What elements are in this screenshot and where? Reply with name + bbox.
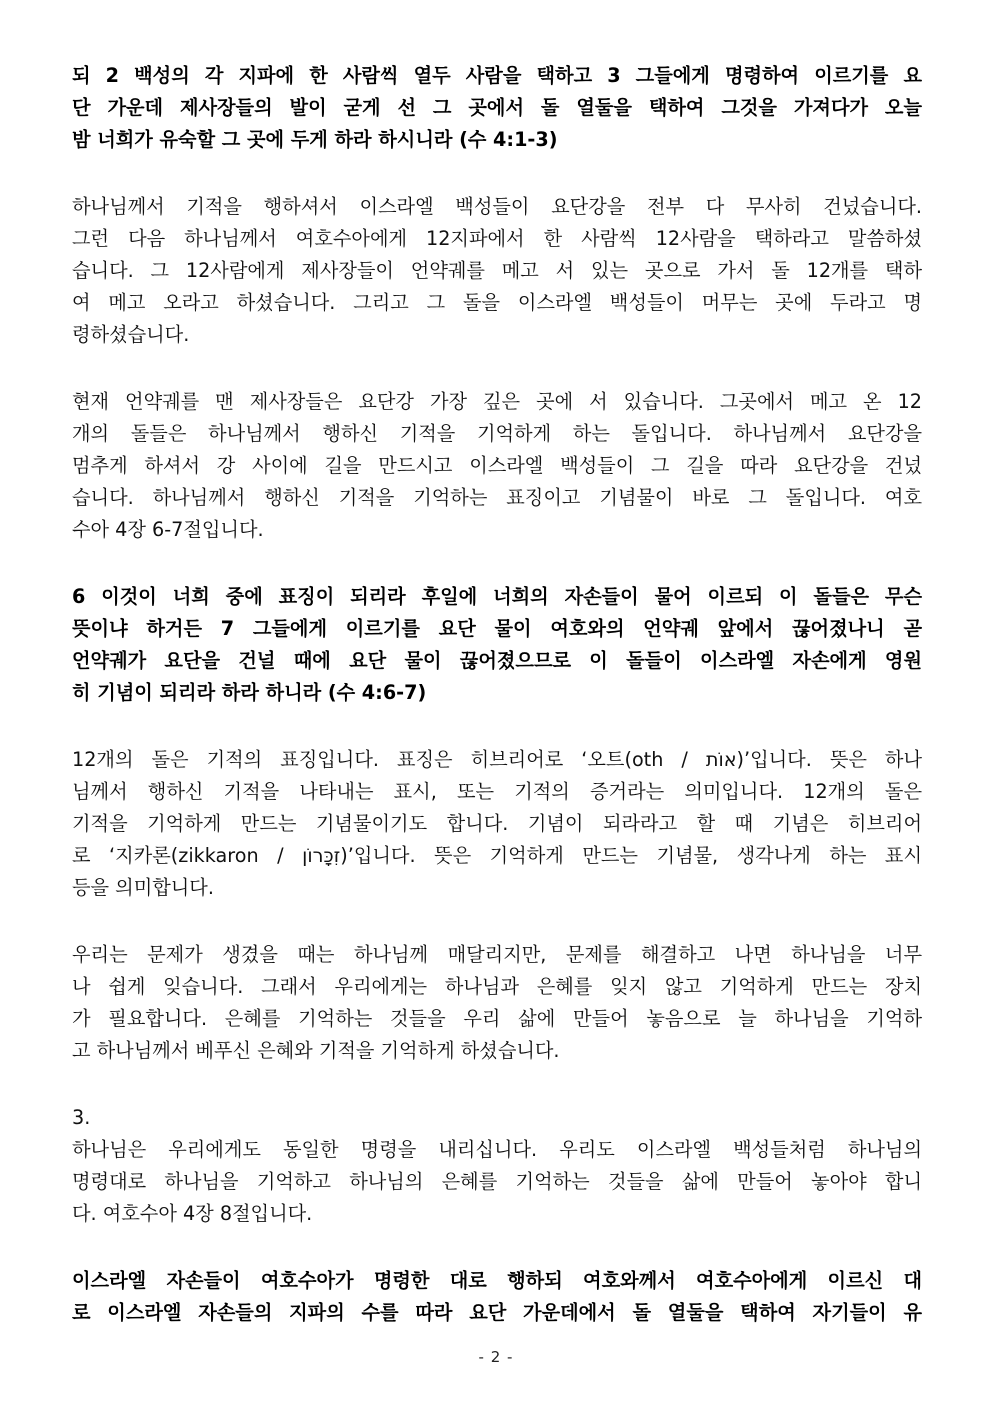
text-line: 우리는 문제가 생겼을 때는 하나님께 매달리지만, 문제를 해결하고 나면 하나님을 너무: [72, 943, 922, 966]
text-line: 수아 4장 6-7절입니다.: [72, 518, 264, 541]
verse-joshua-4-8: [72, 1265, 922, 1329]
para-priests-stones: [72, 386, 922, 546]
text-line: 하나님께서 기적을 행하셔서 이스라엘 백성들이 요단강을 전부 다 무사히 건넜습니다.: [72, 195, 922, 218]
text-line: 다. 여호수아 4장 8절입니다.: [72, 1202, 313, 1225]
section-number: 3.: [72, 1106, 91, 1129]
document-page: [72, 60, 922, 1329]
verse-joshua-4-6-7: [72, 581, 922, 709]
text-line: 습니다. 하나님께서 행하신 기적을 기억하는 표징이고 기념물이 바로 그 돌입니다. 여호: [72, 486, 922, 509]
text-line: 히 기념이 되리라 하라 하니라 (수 4:6-7): [72, 681, 427, 704]
text-line: 습니다. 그 12사람에게 제사장들이 언약궤를 메고 서 있는 곳으로 가서 돌 12개를 택하: [72, 259, 922, 282]
text-line: 등을 의미합니다.: [72, 876, 214, 899]
verse-joshua-4-1-3: [72, 60, 922, 156]
text-line: 가 필요합니다. 은혜를 기억하는 것들을 우리 삶에 만들어 놓음으로 늘 하나님을 기억하: [72, 1007, 922, 1030]
text-line: 님께서 행하신 기적을 나타내는 표시, 또는 기적의 증거라는 의미입니다. 12개의 돌은: [72, 780, 922, 803]
text-line: 하나님은 우리에게도 동일한 명령을 내리십니다. 우리도 이스라엘 백성들처럼 하나님의: [72, 1138, 922, 1161]
text-line: 12개의 돌은 기적의 표징입니다. 표징은 히브리어로 ‘오트(oth / אוֹת)’입니다. 뜻은 하나: [72, 748, 922, 771]
text-line: 나 쉽게 잊습니다. 그래서 우리에게는 하나님과 은혜를 잊지 않고 기억하게 만드는 장치: [72, 975, 922, 998]
text-line: 령하셨습니다.: [72, 323, 190, 346]
text-line: 되 2 백성의 각 지파에 한 사람씩 열두 사람을 택하고 3 그들에게 명령하여 이르기를 요: [72, 64, 922, 87]
text-line: 멈추게 하셔서 강 사이에 길을 만드시고 이스라엘 백성들이 그 길을 따라 요단강을 건넜: [72, 454, 922, 477]
text-line: 그런 다음 하나님께서 여호수아에게 12지파에서 한 사람씩 12사람을 택하라고 말씀하셨: [72, 227, 922, 250]
text-line: 기적을 기억하게 만드는 기념물이기도 합니다. 기념이 되라라고 할 때 기념은 히브리어: [72, 812, 922, 835]
para-same-command: [72, 1134, 922, 1230]
text-line: 로 이스라엘 자손들의 지파의 수를 따라 요단 가운데에서 돌 열둘을 택하여 자기들이 유: [72, 1301, 922, 1324]
para-remember-grace: [72, 939, 922, 1067]
text-line: 밤 너희가 유숙할 그 곳에 두게 하라 하시니라 (수 4:1-3): [72, 128, 558, 151]
text-line: 언약궤가 요단을 건널 때에 요단 물이 끊어졌으므로 이 돌들이 이스라엘 자손에게 영원: [72, 649, 922, 672]
text-line: 로 ‘지카론(zikkaron / זִכָּרוֹן)’입니다. 뜻은 기억하게 만드는 기념물, 생각나게 하는 표시: [72, 844, 922, 867]
text-line: 개의 돌들은 하나님께서 행하신 기적을 기억하게 하는 돌입니다. 하나님께서 요단강을: [72, 422, 922, 445]
page-number: - 2 -: [478, 1348, 514, 1366]
text-line: 이스라엘 자손들이 여호수아가 명령한 대로 행하되 여호와께서 여호수아에게 이르신 대: [72, 1269, 922, 1292]
text-line: 단 가운데 제사장들의 발이 굳게 선 그 곳에서 돌 열둘을 택하여 그것을 가져다가 오늘: [72, 96, 922, 119]
text-line: 현재 언약궤를 맨 제사장들은 요단강 가장 깊은 곳에 서 있습니다. 그곳에서 메고 온 12: [72, 390, 922, 413]
para-oth-zikkaron: [72, 744, 922, 904]
text-line: 6 이것이 너희 중에 표징이 되리라 후일에 너희의 자손들이 물어 이르되 이 돌들은 무슨: [72, 585, 922, 608]
text-line: 명령대로 하나님을 기억하고 하나님의 은혜를 기억하는 것들을 삶에 만들어 놓아야 합니: [72, 1170, 922, 1193]
para-miracle-crossing: [72, 191, 922, 351]
text-line: 고 하나님께서 베푸신 은혜와 기적을 기억하게 하셨습니다.: [72, 1039, 560, 1062]
text-line: 여 메고 오라고 하셨습니다. 그리고 그 돌을 이스라엘 백성들이 머무는 곳에 두라고 명: [72, 291, 922, 314]
text-line: 뜻이냐 하거든 7 그들에게 이르기를 요단 물이 여호와의 언약궤 앞에서 끊어졌나니 곧: [72, 617, 922, 640]
